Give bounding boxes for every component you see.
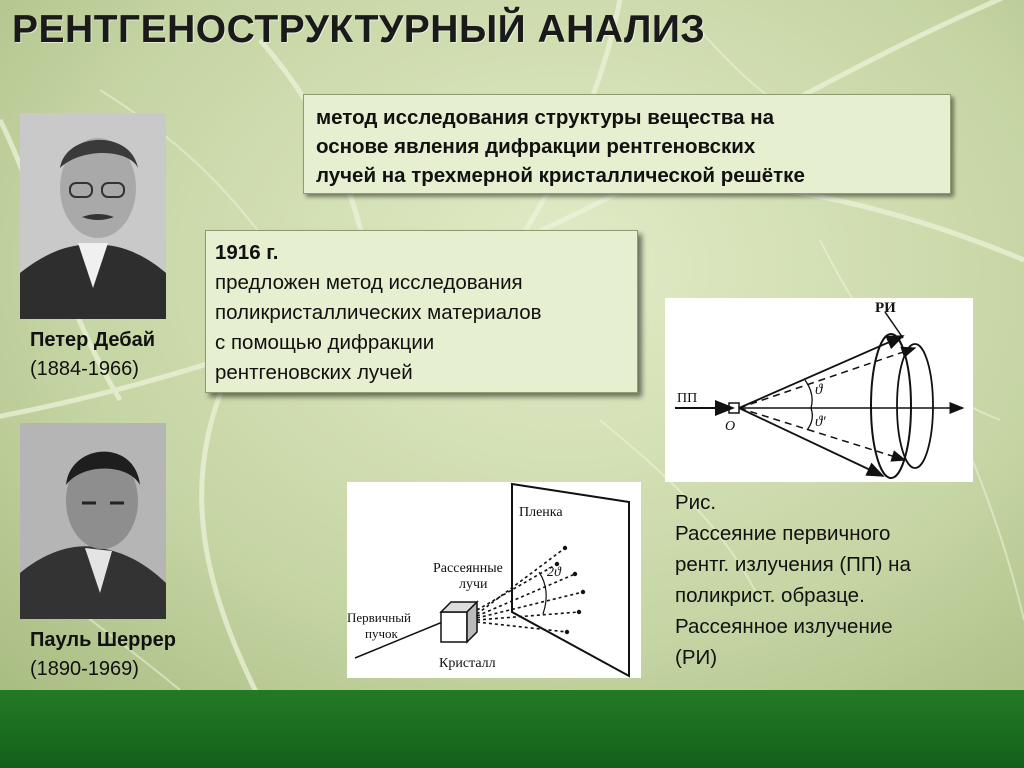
caption-line: Рассеяние первичного <box>675 522 891 545</box>
label-rays: лучи <box>459 577 488 592</box>
caption-line: Рис. <box>675 491 717 514</box>
label-ri: РИ <box>875 300 896 316</box>
person-years: (1890-1969) <box>30 658 139 680</box>
label-o: О <box>725 419 736 434</box>
history-line: предложен метод исследования <box>215 271 523 294</box>
history-line: поликристаллических материалов <box>215 301 542 324</box>
portrait-debye <box>20 113 166 319</box>
definition-box <box>303 94 951 194</box>
label-film: Пленка <box>519 505 563 520</box>
definition-line: основе явления дифракции рентгеновских <box>316 135 756 158</box>
definition-line: метод исследования структуры вещества на <box>316 106 775 129</box>
figure-crystal-film <box>347 482 641 678</box>
definition-line: лучей на трехмерной кристаллической решётке <box>316 164 805 187</box>
person-name: Пауль Шеррер <box>30 629 176 651</box>
person-name: Петер Дебай <box>30 329 156 351</box>
portrait-scherrer <box>20 423 166 619</box>
caption-line: рентг. излучения (ПП) на <box>675 553 911 576</box>
label-scattered: Рассеянные <box>433 561 503 576</box>
label-crystal: Кристалл <box>439 656 496 671</box>
label-primary: Первичный <box>347 610 411 625</box>
footer-bar <box>0 690 1024 768</box>
page-title: РЕНТГЕНОСТРУКТУРНЫЙ АНАЛИЗ <box>12 8 706 51</box>
figure-debye-cone <box>665 298 973 482</box>
history-line: с помощью дифракции <box>215 331 435 354</box>
caption-line: поликрист. образце. <box>675 584 865 607</box>
history-box <box>205 230 638 393</box>
history-line: рентгеновских лучей <box>215 361 413 384</box>
figure-caption <box>675 487 995 673</box>
label-theta: ϑ <box>815 382 823 398</box>
caption-line: (РИ) <box>675 646 718 669</box>
label-pp: ПП <box>677 391 698 406</box>
person-years: (1884-1966) <box>30 358 139 380</box>
label-angle: 2ϑ <box>547 565 561 580</box>
label-beam: пучок <box>365 626 398 641</box>
caption-line: Рассеянное излучение <box>675 615 893 638</box>
label-theta-prime: ϑ' <box>815 414 826 430</box>
history-year: 1916 г. <box>215 241 279 264</box>
